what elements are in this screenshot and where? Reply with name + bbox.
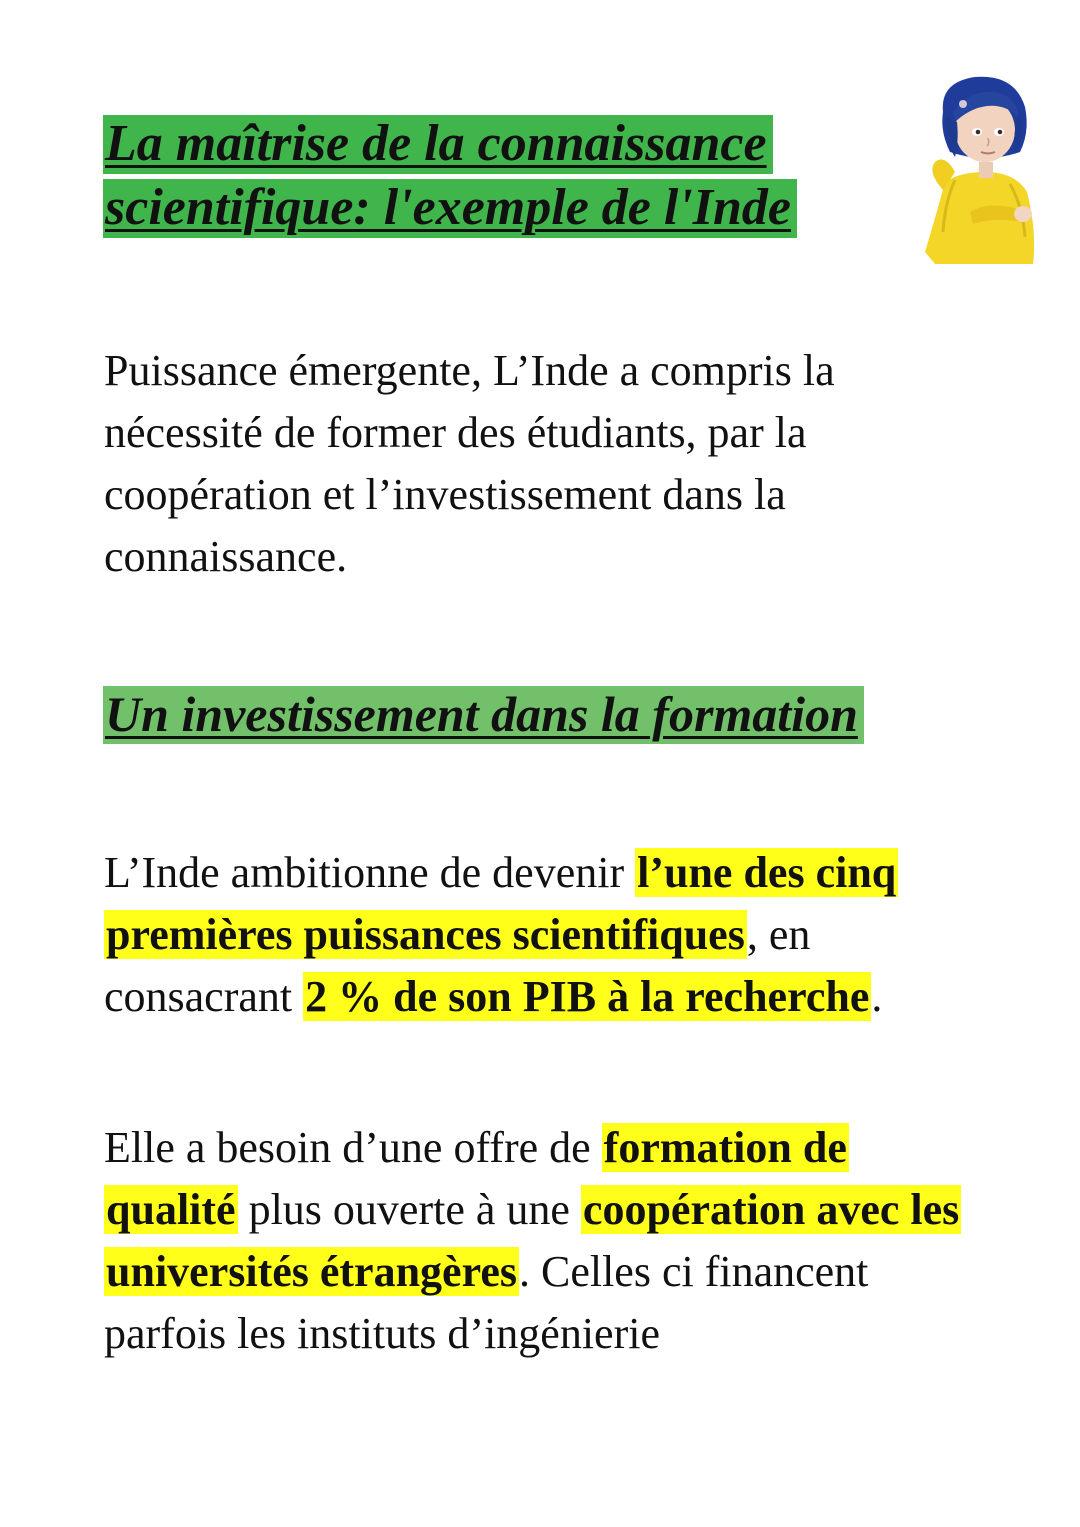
page-title xyxy=(103,112,883,240)
paragraph-ambition-text-2: , en consacrant xyxy=(104,910,811,1021)
paragraph-ambition-text-3: . xyxy=(871,972,883,1021)
paragraph-ambition-text-1: L’Inde ambitionne de devenir xyxy=(104,848,636,897)
coraline-character-icon xyxy=(915,72,1045,267)
keyword-highlight: 2 % de son PIB à la recherche xyxy=(305,972,870,1021)
paragraph-training xyxy=(104,1117,974,1365)
keyword-highlight: l’une des cinq premières puissances scientifiques xyxy=(106,848,897,959)
title-line-1: La maîtrise de la connaissance xyxy=(103,115,773,174)
paragraph-training-text-1: Elle a besoin d’une offre de xyxy=(104,1123,602,1172)
keyword-highlight: coopération avec les universités étrangères xyxy=(106,1185,960,1296)
paragraph-ambition xyxy=(104,842,974,1028)
section-heading xyxy=(103,684,864,744)
section-heading-text: Un investissement dans la formation xyxy=(103,686,864,744)
paragraph-training-text-2: plus ouverte à une xyxy=(237,1185,581,1234)
paragraph-training-text-3: . Celles ci financent parfois les instituts d’ingénierie xyxy=(104,1247,869,1358)
intro-paragraph: Puissance émergente, L’Inde a compris la nécessité de former des étudiants, par la coopération et l’investissement dans la connaissance. xyxy=(104,346,835,581)
keyword-highlight: formation de qualité xyxy=(106,1123,847,1234)
title-line-2: scientifique: l'exemple de l'Inde xyxy=(103,179,797,238)
